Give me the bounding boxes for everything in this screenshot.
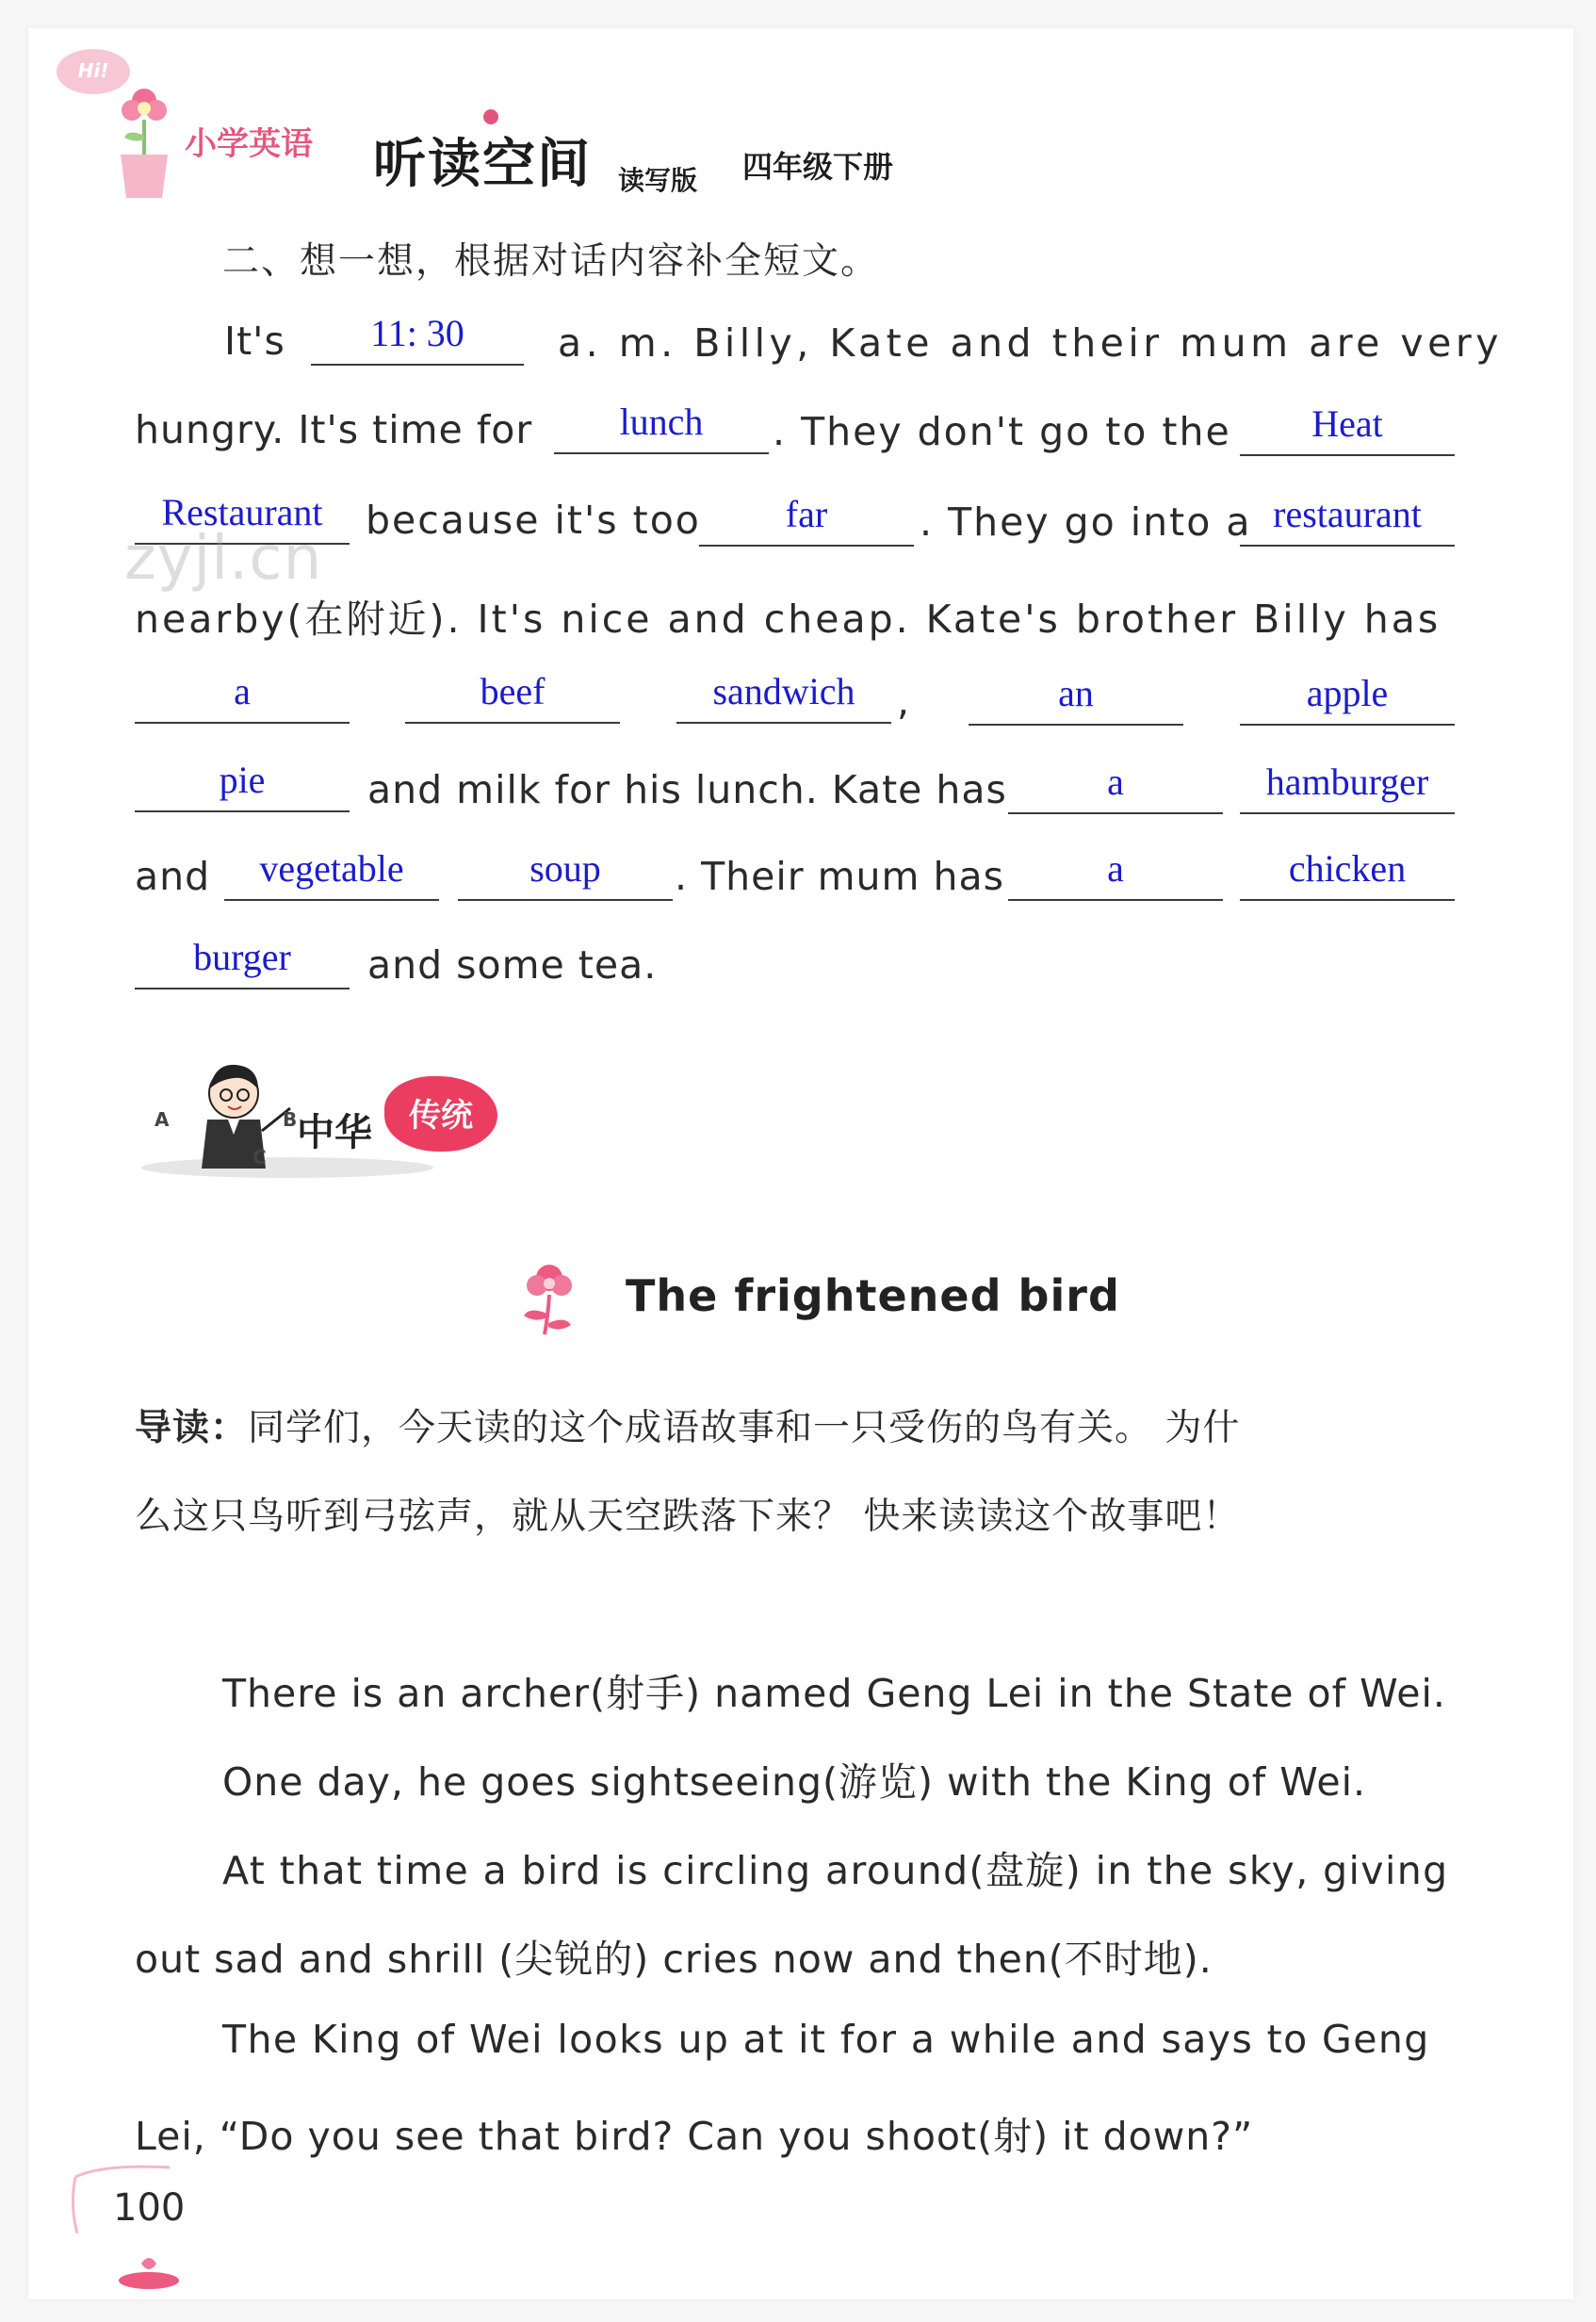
edition-label: 读写版 <box>618 165 698 196</box>
hi-bubble: Hi! <box>57 49 130 94</box>
text-its: It's <box>224 319 285 364</box>
blank-an <box>969 667 1183 726</box>
answer-time: 11: 30 <box>370 312 464 354</box>
answer-hamburger: hamburger <box>1265 760 1429 803</box>
blank-hamburger <box>1240 756 1455 814</box>
grade-label: 四年级下册 <box>742 149 894 185</box>
blank-heat <box>1240 398 1455 456</box>
answer-heat: Heat <box>1311 402 1383 445</box>
story-line-3: At that time a bird is circling around(盘旋) in the sky, giving <box>222 1848 1449 1893</box>
text-hungry: hungry. It's time for <box>135 407 533 452</box>
answer-burger: burger <box>193 936 291 978</box>
exercise-heading: 二、想一想，根据对话内容补全短文。 <box>222 240 880 283</box>
letter-b: B <box>283 1108 298 1131</box>
blank-a3 <box>1008 842 1223 901</box>
answer-apple: apple <box>1306 672 1389 714</box>
answer-restaurant-name: Restaurant <box>161 491 323 533</box>
guide-line-2: 么这只鸟听到弓弦声，就从天空跌落下来？ 快来读读这个故事吧！ <box>135 1496 1241 1538</box>
blank-pie <box>135 754 350 812</box>
text-comma: , <box>897 679 911 724</box>
answer-an: an <box>1058 672 1094 714</box>
badge-blob-text: 传统 <box>409 1097 473 1135</box>
blank-a2 <box>1008 756 1223 814</box>
blank-lunch <box>554 396 769 454</box>
story-title: The frightened bird <box>626 1270 1120 1321</box>
answer-lunch: lunch <box>619 401 704 443</box>
answer-a2: a <box>1107 760 1124 803</box>
text-and: and <box>135 854 211 899</box>
answer-far: far <box>785 493 828 535</box>
answer-vegetable: vegetable <box>259 847 404 890</box>
story-line-5: The King of Wei looks up at it for a while and says to Geng <box>222 2017 1430 2062</box>
text-am-billy: a. m. Billy, Kate and their mum are very <box>558 320 1504 366</box>
text-nearby: nearby(在附近). It's nice and cheap. Kate's brother Billy has <box>135 597 1441 642</box>
blank-time <box>311 307 524 366</box>
blank-far <box>699 488 914 547</box>
flower-icon <box>516 1257 582 1342</box>
guide-label: 导读： <box>135 1407 249 1449</box>
letter-c: C <box>252 1146 267 1169</box>
flower-pot-icon <box>111 77 177 200</box>
answer-pie: pie <box>219 759 266 801</box>
story-line-2: One day, he goes sightseeing(游览) with the King of Wei. <box>222 1759 1367 1805</box>
text-dont-go: . They don't go to the <box>773 409 1231 454</box>
blank-soup <box>458 842 673 901</box>
letter-a: A <box>155 1108 170 1131</box>
blank-restaurant <box>1240 488 1455 547</box>
text-tea: and some tea. <box>367 942 658 988</box>
series-title: 小学英语 <box>185 125 313 163</box>
answer-beef: beef <box>480 670 546 712</box>
guide-line-1 <box>135 1398 1240 1451</box>
watermark: zyjl.cn <box>124 524 323 594</box>
blank-apple <box>1240 667 1455 726</box>
answer-chicken: chicken <box>1288 847 1407 890</box>
blank-sandwich <box>676 665 891 724</box>
answer-sandwich: sandwich <box>712 670 855 712</box>
blank-burger <box>135 931 350 989</box>
blank-a1 <box>135 665 350 724</box>
text-milk: and milk for his lunch. Kate has <box>367 767 1007 812</box>
answer-a1: a <box>234 670 251 712</box>
blank-vegetable <box>224 842 439 901</box>
guide-text-1: 同学们，今天读的这个成语故事和一只受伤的鸟有关。 为什 <box>248 1407 1241 1449</box>
teacher-cartoon-icon <box>160 1055 301 1178</box>
blank-beef <box>405 665 620 724</box>
answer-restaurant: restaurant <box>1273 493 1422 535</box>
tradition-badge <box>141 1055 537 1197</box>
text-mum-has: . Their mum has <box>675 854 1004 899</box>
badge-blob <box>384 1076 497 1152</box>
answer-soup: soup <box>529 847 601 890</box>
answer-a3: a <box>1107 847 1124 890</box>
page-number: 100 <box>113 2186 186 2230</box>
text-because: because it's too <box>366 498 701 543</box>
brand-title: 听读空间 <box>373 134 592 195</box>
story-line-6: Lei, “Do you see that bird? Can you shoot(射) it down?” <box>135 2114 1254 2159</box>
badge-label: 中华 <box>297 1111 372 1154</box>
story-line-1: There is an archer(射手) named Geng Lei in the State of Wei. <box>222 1671 1446 1716</box>
text-go-into: . They go into a <box>920 499 1252 545</box>
story-line-4: out sad and shrill (尖锐的) cries now and then(不时地). <box>135 1937 1213 1982</box>
blank-chicken <box>1240 842 1455 901</box>
